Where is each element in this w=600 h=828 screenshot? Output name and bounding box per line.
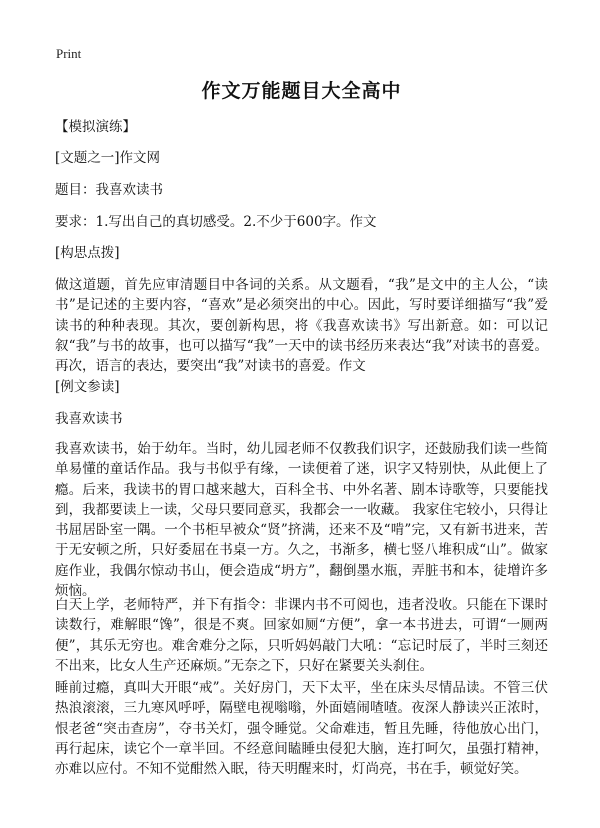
topic-index: [文题之一]作文网 (55, 150, 161, 166)
essay-paragraph-3: 睡前过瘾，真叫大开眼“戒”。关好房门，天下太平，坐在床头尽情品读。不管三伏热浪滚滚，三九寒风呼呼，隔壁电视嗡嗡，外面嬉闹喳喳。夜深人静读兴正浓时，恨老爸“突击查房”，夺书关灯，强令睡觉。父命难违，暂且先睡，待他放心出门，再行起床，读它个一章半回。不经意间瞌睡虫侵犯大脑，连打呵欠，虽强打精神，亦难以应付。不知不觉酣然入眠，待天明醒来时，灯尚亮，书在手，顿觉好笑。 (55, 680, 548, 778)
example-heading: [例文参读] (55, 379, 120, 395)
analysis-heading: [构思点拨] (55, 245, 120, 261)
analysis-paragraph: 做这道题，首先应审清题目中各词的关系。从文题看，“我”是文中的主人公，“读书”是记述的主要内容，“喜欢”是必须突出的中心。因此，写时要详细描写“我”爱读书的种种表现。其次，要创新构思，将《我喜欢读书》写出新意。如：可以记叙“我”与书的故事，也可以描写“我”一天中的读书经历来表达“我”对读书的喜爱。再次，语言的表达，要突出“我”对读书的喜爱。作文 (55, 277, 548, 375)
print-link[interactable]: Print (56, 46, 82, 61)
section-heading: 【模拟演练】 (55, 119, 136, 135)
essay-paragraph-1: 我喜欢读书，始于幼年。当时，幼儿园老师不仅教我们识字，还鼓励我们读一些简单易懂的童话作品。我与书似乎有缘，一读便着了迷，识字又特别快，从此便上了瘾。后来，我读书的胃口越来越大，百科全书、中外名著、剧本诗歌等，只要能找到，我都要读上一读，父母只要同意买，我都会一一收藏。 我家住宅较小，只得让书屈居卧室一隅。一个书柜早被众“贤”挤满，还来不及“啃”完，又有新书进来，苦于无安顿之所，只好委屈在书桌一方。久之，书渐多，横七竖八堆积成“山”。做家庭作业，我偶尔惊动书山，便会造成“坍方”，翻倒墨水瓶，弄脏书和本，徒增许多烦恼。 (55, 441, 548, 600)
topic-line: 题目：我喜欢读书 (55, 182, 163, 198)
page-title: 作文万能题目大全高中 (201, 80, 402, 102)
requirement-line: 要求：1.写出自己的真切感受。2.不少于600字。作文 (55, 214, 377, 230)
essay-paragraph-2: 白天上学，老师特严，并下有指令：非课内书不可阅也，违者没收。只能在下课时读数行，难解眼“馋”，很是不爽。回家如厕“方便”，拿一本书进去，可谓“一厕两便”，其乐无穷也。难舍难分之际，只听妈妈敲门大吼：“忘记时辰了，半时三刻还不出来，比女人生产还麻烦。”无奈之下，只好在紧要关头刹住。 (55, 597, 548, 674)
essay-title: 我喜欢读书 (55, 411, 123, 427)
